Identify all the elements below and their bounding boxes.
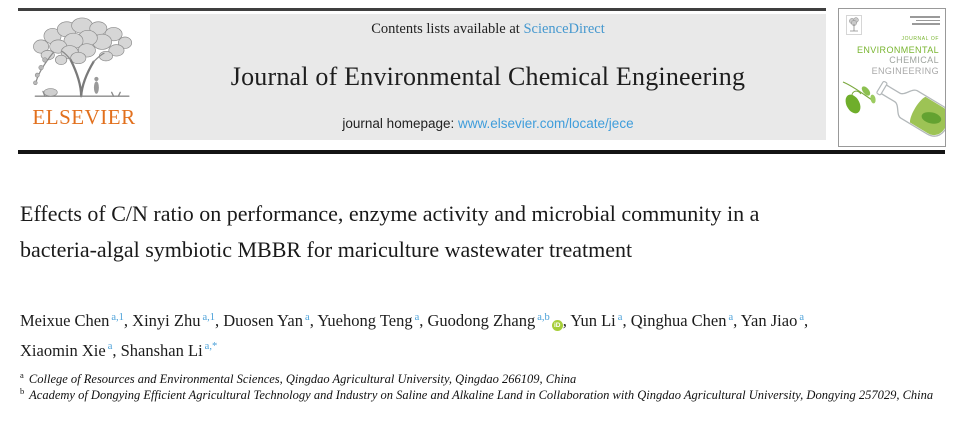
author-name[interactable]: Duosen Yan	[223, 311, 304, 330]
author	[121, 341, 218, 360]
author-superscript: a,1	[111, 311, 124, 323]
author-name[interactable]: Meixue Chen	[20, 311, 110, 330]
author-name[interactable]: Guodong Zhang	[427, 311, 536, 330]
author-name[interactable]: Yan Jiao	[740, 311, 798, 330]
affiliation-list	[20, 371, 946, 404]
author-superscript: a	[305, 311, 310, 323]
sciencedirect-link[interactable]: ScienceDirect	[523, 21, 605, 37]
cover-title-block	[857, 34, 939, 76]
author-superscript: a,b	[537, 311, 550, 323]
author-name[interactable]: Yun Li	[570, 311, 616, 330]
author-name[interactable]: Yuehong Teng	[317, 311, 413, 330]
author-name[interactable]: Xiaomin Xie	[20, 340, 106, 360]
cover-word-engineering: ENGINEERING	[871, 65, 939, 76]
elsevier-wordmark: ELSEVIER	[32, 105, 136, 129]
contents-prefix-text: Contents lists available at	[371, 21, 524, 37]
cover-bottle-leaf-art	[839, 78, 945, 144]
author-superscript: a	[414, 311, 420, 323]
author-superscript: a	[799, 311, 804, 323]
masthead-bottom-rule	[18, 150, 945, 154]
cover-editor-text	[908, 16, 940, 27]
author-superscript: a	[728, 311, 734, 323]
journal-banner	[150, 14, 826, 140]
affiliation-superscript: b	[20, 386, 25, 397]
author: Xinyi Zhu $^{a,1}$,	[132, 311, 220, 330]
author: Yan Jiao $^a$,	[740, 311, 809, 330]
cover-word-chemical: CHEMICAL	[889, 55, 939, 65]
affiliation-superscript: a	[20, 369, 24, 380]
elsevier-logo[interactable]	[18, 12, 150, 142]
author: Yun Li $^a$,	[570, 311, 627, 330]
author-list	[20, 306, 838, 365]
elsevier-tree-icon	[22, 12, 146, 104]
affiliation: $^a$ College of Resources and Environmental Sciences, Qingdao Agricultural University, Qingdao 266109, China	[20, 369, 577, 386]
author: Yuehong Teng $^a$,	[317, 311, 424, 330]
author: Duosen Yan $^a$,	[223, 311, 314, 330]
journal-cover-thumbnail[interactable]	[838, 8, 946, 147]
cover-word-environmental: ENVIRONMENTAL	[856, 44, 939, 55]
author: Qinghua Chen $^a$,	[630, 311, 738, 330]
article-title: Effects of C/N ratio on performance, enzyme activity and microbial community in a bacteria-algal symbiotic MBBR for mariculture wastewater treatment	[20, 201, 760, 262]
cover-kicker: JOURNAL OF	[901, 36, 939, 42]
author-name[interactable]: Shanshan Li	[120, 340, 203, 360]
homepage-prefix-text: journal homepage:	[342, 116, 458, 131]
author: Guodong Zhang $^{a,b}$iD ,	[427, 311, 567, 330]
author-name[interactable]: Qinghua Chen	[630, 311, 727, 330]
author: Meixue Chen $^{a,1}$,	[20, 311, 129, 330]
author-superscript: a	[107, 341, 113, 353]
orcid-icon[interactable]: iD	[552, 320, 563, 331]
cover-tree-icon	[846, 15, 862, 35]
journal-homepage-link[interactable]: www.elsevier.com/locate/jece	[458, 116, 634, 131]
journal-title: Journal of Environmental Chemical Engineering	[230, 62, 746, 91]
author-superscript: a,1	[202, 311, 215, 323]
author-superscript: a,*	[204, 341, 218, 353]
author-superscript: a	[617, 311, 623, 323]
affiliation: $^b$ Academy of Dongying Efficient Agricultural Technology and Industry on Saline and Alkaline Land in Collaboration with Qingdao Agricultural University, Dongying 257029, China	[20, 386, 934, 403]
author: Xiaomin Xie $^a$,	[20, 340, 117, 360]
homepage-line	[342, 116, 633, 131]
contents-line	[371, 21, 605, 38]
author-name[interactable]: Xinyi Zhu	[132, 311, 201, 330]
masthead-top-rule	[18, 8, 826, 11]
